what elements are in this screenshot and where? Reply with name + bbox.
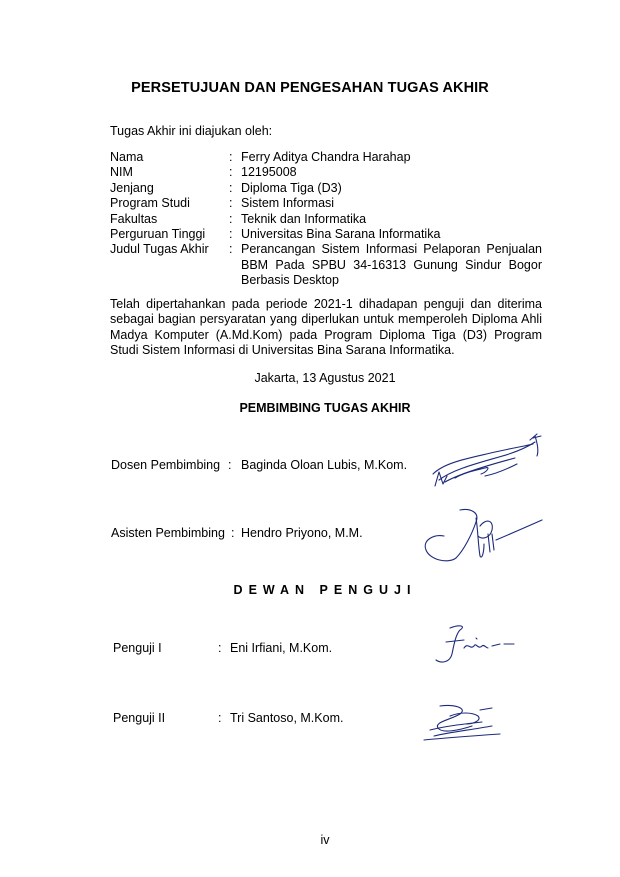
examiner-row: Penguji II : Tri Santoso, M.Kom. (113, 711, 344, 725)
page-title: PERSETUJUAN DAN PENGESAHAN TUGAS AKHIR (131, 80, 489, 96)
field-row-faculty: Fakultas : Teknik dan Informatika (110, 212, 542, 227)
field-label: Nama (110, 150, 144, 164)
role-label: Dosen Pembimbing (111, 458, 221, 472)
person-name: Eni Irfiani, M.Kom. (230, 641, 333, 655)
board-heading: DEWAN PENGUJI (233, 583, 417, 597)
page-number: iv (320, 833, 330, 847)
person-name: Baginda Oloan Lubis, M.Kom. (241, 458, 408, 472)
field-value: Sistem Informasi (241, 196, 335, 211)
field-row-thesis-title: Judul Tugas Akhir : Perancangan Sistem Informasi Pelaporan Penjualan BBM Pada SPBU 34-16313 Gunung Sindur Bogor Berbasis Desktop (110, 242, 542, 288)
student-info-table (110, 150, 542, 289)
field-label: NIM (110, 165, 133, 180)
field-row-name: Nama : Ferry Aditya Chandra Harahap (110, 150, 542, 165)
field-value: 12195008 (241, 165, 297, 180)
supervisor-row: Dosen Pembimbing : Baginda Oloan Lubis, M.Kom. (111, 458, 408, 472)
field-label: Jenjang (110, 180, 154, 195)
field-label: Judul Tugas Akhir (110, 242, 209, 257)
field-row-level: Jenjang : Diploma Tiga (D3) (110, 181, 542, 196)
signature-examiner-2 (420, 700, 510, 745)
role-label: Asisten Pembimbing (111, 526, 225, 540)
field-value: Universitas Bina Sarana Informatika (241, 227, 441, 242)
field-value: Ferry Aditya Chandra Harahap (241, 150, 411, 164)
signature-supervisor-2 (420, 504, 550, 569)
statement-paragraph: Telah dipertahankan pada periode 2021-1 dihadapan penguji dan diterima sebagai bagian persyaratan yang diperlukan untuk memperoleh Diploma Ahli Madya Komputer (A.Md.Kom) pada Program Diploma Tiga (D3) Program Studi Sistem Informasi di Universitas Bina Sarana Informatika. (110, 297, 542, 358)
supervisor-heading: PEMBIMBING TUGAS AKHIR (239, 401, 411, 415)
signature-examiner-1 (430, 620, 520, 670)
field-label: Program Studi (110, 196, 190, 211)
field-value: Diploma Tiga (D3) (241, 180, 342, 195)
field-row-program: Program Studi : Sistem Informasi (110, 196, 542, 211)
field-value: Perancangan Sistem Informasi Pelaporan Penjualan BBM Pada SPBU 34-16313 Gunung Sindur Bogor Berbasis Desktop (241, 242, 542, 288)
field-row-nim: NIM : 12195008 (110, 165, 542, 180)
field-row-university: Perguruan Tinggi : Universitas Bina Sarana Informatika (110, 227, 542, 242)
role-label: Penguji II (113, 711, 166, 725)
date-line: Jakarta, 13 Agustus 2021 (254, 371, 396, 385)
role-label: Penguji I (113, 641, 162, 655)
field-value: Teknik dan Informatika (241, 211, 367, 226)
person-name: Hendro Priyono, M.M. (241, 526, 363, 540)
field-label: Perguruan Tinggi (110, 227, 206, 242)
field-label: Fakultas (110, 211, 158, 226)
examiner-row: Penguji I : Eni Irfiani, M.Kom. (113, 641, 333, 655)
person-name: Tri Santoso, M.Kom. (230, 711, 344, 725)
intro-text: Tugas Akhir ini diajukan oleh: (110, 124, 273, 138)
signature-supervisor-1 (425, 432, 555, 492)
supervisor-row: Asisten Pembimbing : Hendro Priyono, M.M. (111, 526, 363, 540)
